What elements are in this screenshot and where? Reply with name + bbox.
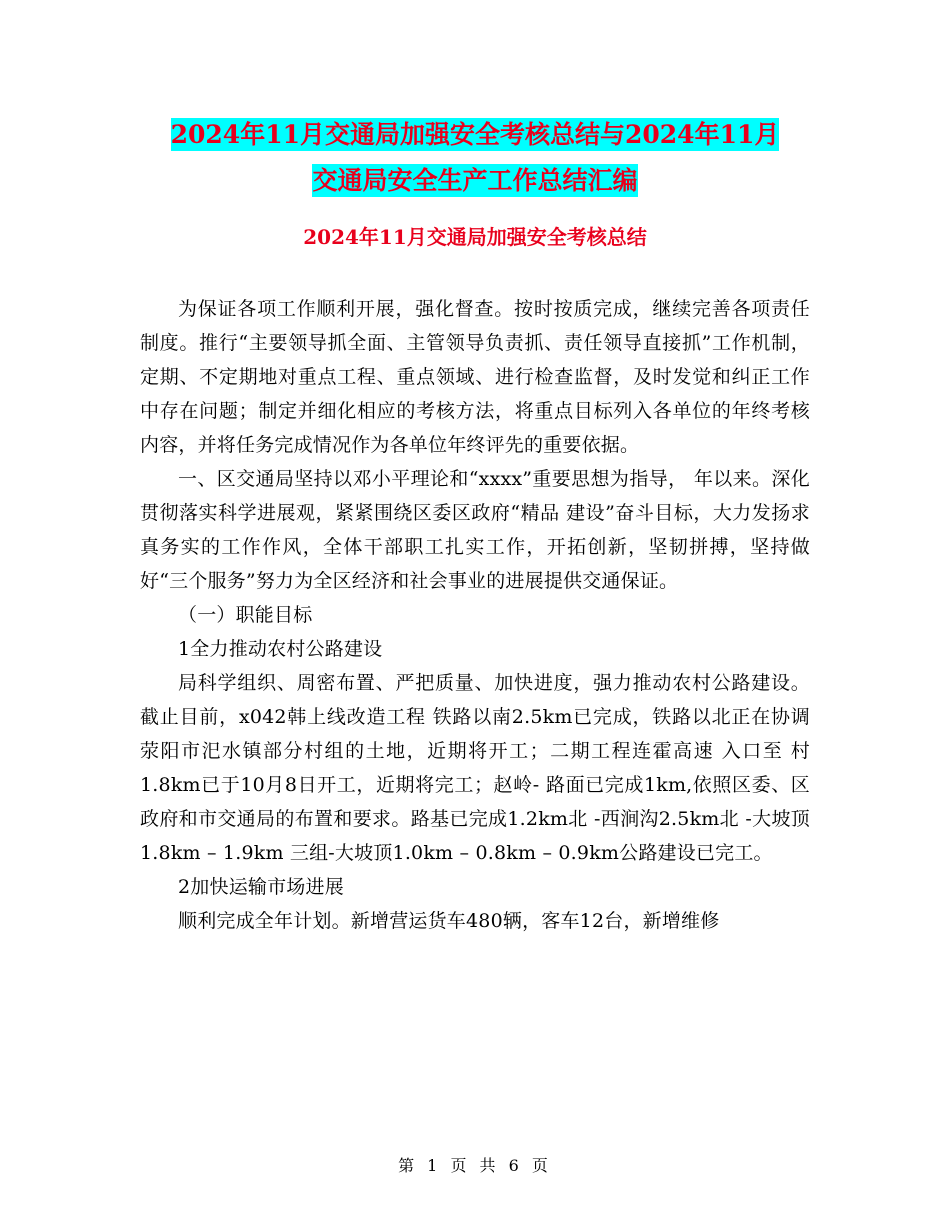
document-body (140, 292, 810, 938)
page-number-footer: 第 1 页 共 6 页 (398, 1156, 552, 1175)
paragraph-transport-market: 顺利完成全年计划。新增营运货车480辆，客车12台，新增维修 (178, 910, 720, 932)
subheading-function-goals: （一）职能目标 (178, 604, 313, 626)
document-title (140, 112, 810, 204)
section-title: 2024年11月交通局加强安全考核总结 (303, 225, 647, 249)
paragraph-section-one: 一、区交通局坚持以邓小平理论和“xxxx”重要思想为指导， 年以来。深化贯彻落实科学进展观，紧紧围绕区委区政府“精品 建设”奋斗目标，大力发扬求真务实的工作作风，全体干部职工扎实工作，开拓创新，坚韧拼搏，坚持做好“三个服务”努力为全区经济和社会事业的进展提供交通保证。 (140, 468, 810, 592)
subheading-rural-roads: 1全力推动农村公路建设 (178, 638, 383, 660)
document-title-line-1: 2024年11月交通局加强安全考核总结与2024年11月 (170, 120, 780, 149)
document-title-line-2: 交通局安全生产工作总结汇编 (312, 166, 638, 195)
paragraph-rural-roads: 局科学组织、周密布置、严把质量、加快进度，强力推动农村公路建设。截止目前，x042韩上线改造工程 铁路以南2.5km已完成，铁路以北正在协调荥阳市汜水镇部分村组的土地，近期将开工；二期工程连霍高速 入口至 村1.8km已于10月8日开工，近期将完工；赵岭- 路面已完成1km,依照区委、区政府和市交通局的布置和要求。路基已完成1.2km北 -西涧沟2.5km北 -大坡顶1.8km – 1.9km 三组-大坡顶1.0km – 0.8km – 0.9km公路建设已完工。 (140, 672, 810, 864)
subheading-transport-market: 2加快运输市场进展 (178, 876, 344, 898)
paragraph-intro: 为保证各项工作顺利开展，强化督查。按时按质完成，继续完善各项责任制度。推行“主要领导抓全面、主管领导负责抓、责任领导直接抓”工作机制，定期、不定期地对重点工程、重点领域、进行检查监督，及时发觉和纠正工作中存在问题；制定并细化相应的考核方法，将重点目标列入各单位的年终考核内容，并将任务完成情况作为各单位年终评先的重要依据。 (140, 298, 810, 456)
